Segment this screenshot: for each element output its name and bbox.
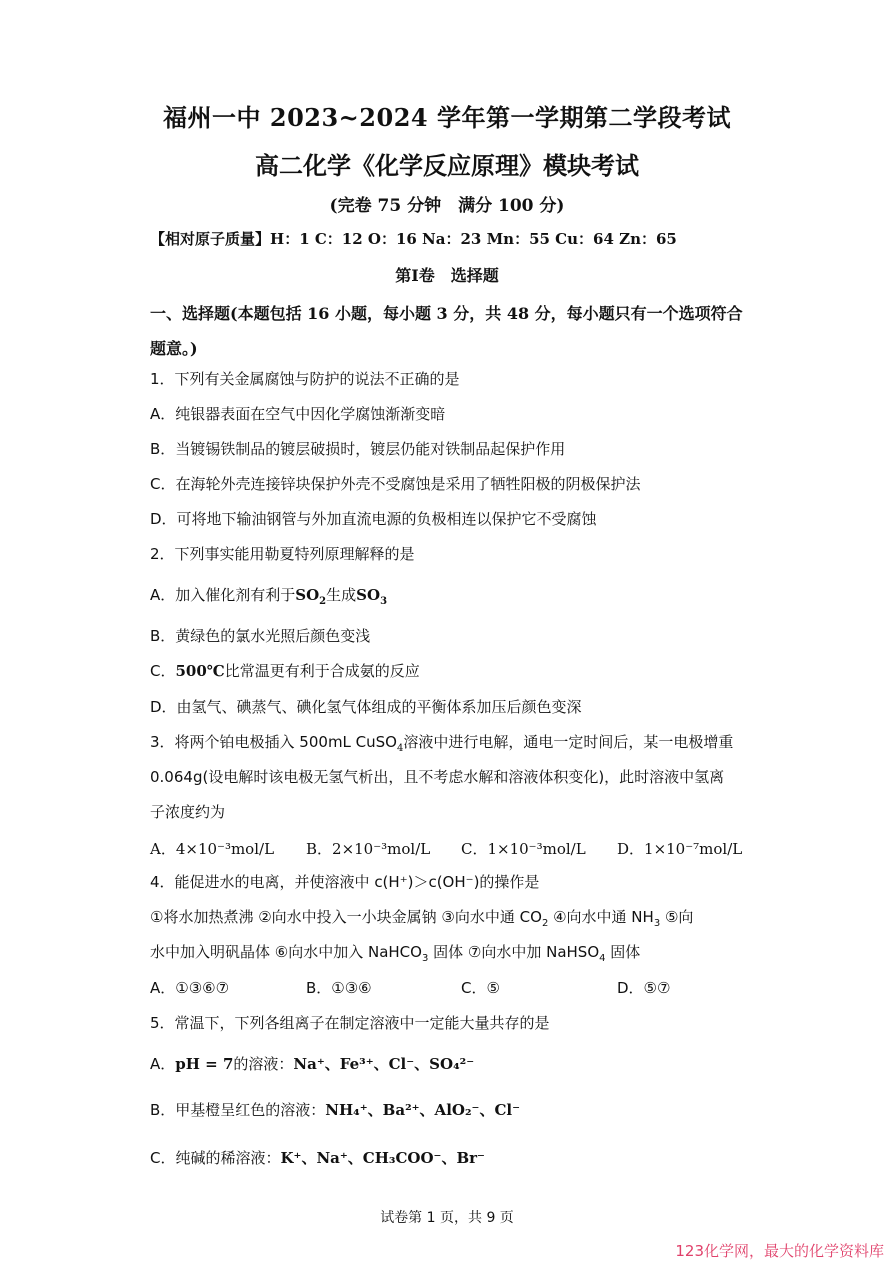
q3-stem-line1: 3．将两个铂电极插入 500mL CuSO$_4$溶液中进行电解，通电一定时间后，某一电极增重: [150, 733, 734, 754]
q2-option-c: C．500℃比常温更有利于合成氨的反应: [150, 662, 420, 680]
section-title: 第Ⅰ卷 选择题: [395, 266, 499, 285]
q4-option-b: B．①③⑥: [306, 979, 372, 997]
watermark-link[interactable]: 123化学网，最大的化学资料库: [675, 1242, 884, 1260]
q2-stem: 2．下列事实能用勒夏特列原理解释的是: [150, 545, 415, 563]
q1-option-b: B．当镀锡铁制品的镀层破损时，镀层仍能对铁制品起保护作用: [150, 440, 566, 458]
q4-stem: 4．能促进水的电离，并使溶液中 c(H⁺)＞c(OH⁻)的操作是: [150, 873, 540, 891]
q4-option-c: C．⑤: [461, 979, 500, 997]
atomic-mass-label: 【相对原子质量】: [150, 230, 271, 248]
q3-option-b: B．2×10⁻³mol/L: [306, 840, 431, 858]
q1-option-c: C．在海轮外壳连接锌块保护外壳不受腐蚀是采用了牺牲阳极的阴极保护法: [150, 475, 641, 493]
exam-duration: (完卷 75 分钟 满分 100 分): [329, 196, 565, 216]
q2-option-b: B．黄绿色的氯水光照后颜色变浅: [150, 627, 371, 645]
q5-option-a: A．pH = 7的溶液：Na⁺、Fe³⁺、Cl⁻、SO₄²⁻: [150, 1055, 475, 1073]
q4-option-d: D．⑤⑦: [617, 979, 671, 997]
q1-stem: 1．下列有关金属腐蚀与防护的说法不正确的是: [150, 370, 460, 388]
q4-option-a: A．①③⑥⑦: [150, 979, 230, 997]
page-footer: 试卷第 1 页，共 9 页: [380, 1210, 514, 1226]
q3-option-a: A．4×10⁻³mol/L: [150, 840, 275, 858]
q2-option-a: A．加入催化剂有利于$SO_2$生成$SO_3$: [150, 586, 388, 607]
q3-stem-line2: 0.064g(设电解时该电极无氢气析出，且不考虑水解和溶液体积变化)，此时溶液中氢离: [150, 768, 725, 786]
section-instruction: 一、选择题(本题包括 16 小题，每小题 3 分，共 48 分，每小题只有一个选项符合题意。): [150, 304, 743, 358]
q4-items-line1: ①将水加热煮沸 ②向水中投入一小块金属钠 ③向水中通 $CO_2$ ④向水中通 $NH_3$ ⑤向: [150, 908, 694, 929]
q3-option-d: D．1×10⁻⁷mol/L: [617, 840, 743, 858]
q5-option-c: C．纯碱的稀溶液：K⁺、Na⁺、CH₃COO⁻、Br⁻: [150, 1149, 485, 1167]
q5-stem: 5．常温下，下列各组离子在制定溶液中一定能大量共存的是: [150, 1014, 550, 1032]
q1-option-a: A．纯银器表面在空气中因化学腐蚀渐渐变暗: [150, 405, 446, 423]
exam-title: 福州一中 2023~2024 学年第一学期第二学段考试: [163, 103, 731, 132]
atomic-mass-values: H：1 C：12 O：16 Na：23 Mn：55 Cu：64 Zn：65: [270, 230, 677, 248]
q2-option-d: D．由氢气、碘蒸气、碘化氢气体组成的平衡体系加压后颜色变深: [150, 698, 582, 716]
q3-stem-line3: 子浓度约为: [150, 803, 226, 821]
exam-subtitle: 高二化学《化学反应原理》模块考试: [255, 151, 639, 180]
q4-items-line2: 水中加入明矾晶体 ⑥向水中加入 NaHCO$_3$ 固体 ⑦向水中加 NaHSO$_4$ 固体: [150, 943, 641, 964]
q1-option-d: D．可将地下输油钢管与外加直流电源的负极相连以保护它不受腐蚀: [150, 510, 597, 528]
q3-option-c: C．1×10⁻³mol/L: [461, 840, 586, 858]
atomic-mass-line: [150, 228, 677, 249]
q5-option-b: B．甲基橙呈红色的溶液：NH₄⁺、Ba²⁺、AlO₂⁻、Cl⁻: [150, 1101, 520, 1119]
